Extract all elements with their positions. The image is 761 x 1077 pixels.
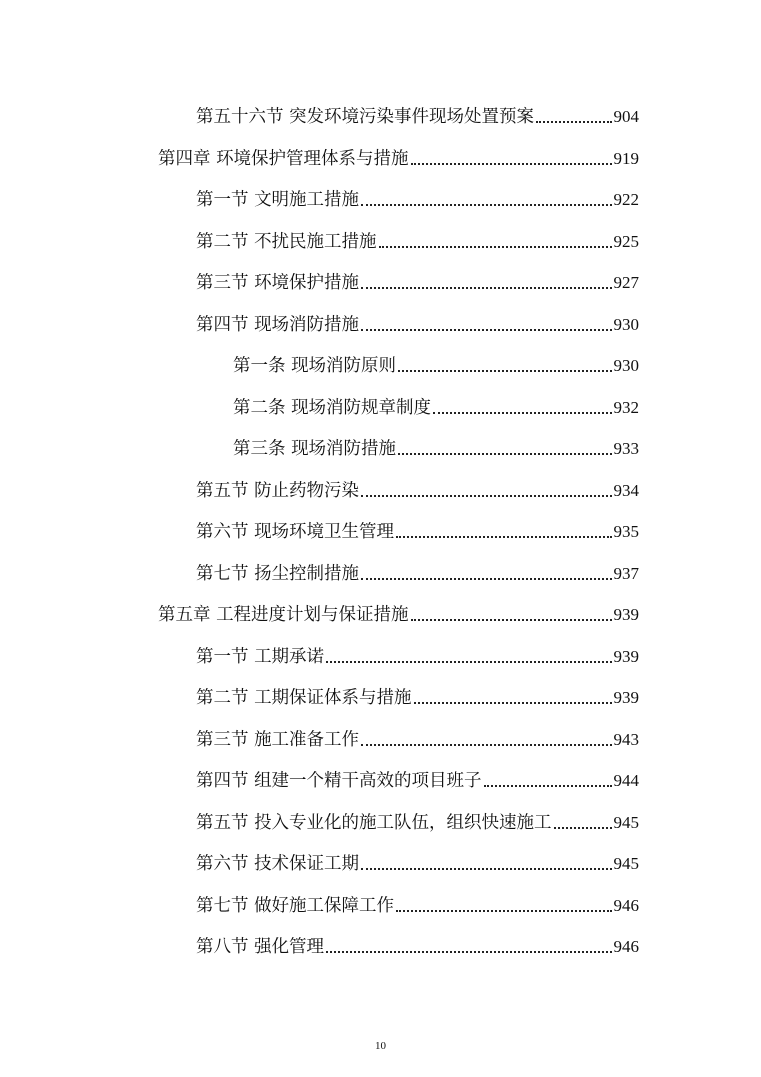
toc-entry-title: 第四章 环境保护管理体系与措施 xyxy=(158,148,409,169)
toc-dot-leader xyxy=(396,910,611,912)
toc-entry-page: 937 xyxy=(613,563,639,583)
toc-entry-title: 第五节 投入专业化的施工队伍，组织快速施工 xyxy=(196,812,552,833)
toc-entry-title: 第五章 工程进度计划与保证措施 xyxy=(158,605,409,625)
toc-entry-title: 第二节 工期保证体系与措施 xyxy=(196,688,412,708)
toc-entry-title: 第六节 现场环境卫生管理 xyxy=(196,522,395,542)
toc-entry[interactable] xyxy=(196,503,639,543)
toc-entry-page: 939 xyxy=(613,646,639,666)
toc-entry-page: 944 xyxy=(613,771,639,790)
toc-dot-leader xyxy=(361,578,611,580)
page-number: 10 xyxy=(375,1040,386,1052)
toc-entry[interactable] xyxy=(196,213,639,253)
toc-entry-title: 第二节 不扰民施工措施 xyxy=(196,231,377,252)
toc-dot-leader xyxy=(411,163,612,165)
toc-dot-leader xyxy=(379,246,612,248)
toc-entry-title: 第五十六节 突发环境污染事件现场处置预案 xyxy=(196,107,535,127)
toc-entry[interactable] xyxy=(233,420,639,460)
toc-entry[interactable] xyxy=(196,918,639,958)
toc-entry-page: 935 xyxy=(613,522,639,541)
toc-entry-page: 930 xyxy=(613,356,639,375)
toc-dot-leader xyxy=(536,121,611,123)
toc-entry-page: 930 xyxy=(613,314,639,334)
toc-entry-page: 922 xyxy=(613,190,639,209)
toc-entry-title: 第六节 技术保证工期 xyxy=(196,854,360,874)
toc-entry[interactable] xyxy=(196,794,639,834)
toc-entry-title: 第二条 现场消防规章制度 xyxy=(233,397,432,418)
toc-entry-page: 933 xyxy=(613,439,639,458)
toc-dot-leader xyxy=(433,412,611,414)
toc-entry-page: 934 xyxy=(613,480,639,500)
toc-entry-page: 925 xyxy=(613,231,639,251)
toc-dot-leader xyxy=(554,827,612,829)
toc-dot-leader xyxy=(361,329,611,331)
toc-entry[interactable] xyxy=(196,752,639,792)
toc-entry-title: 第一条 现场消防原则 xyxy=(233,356,397,376)
toc-entry[interactable] xyxy=(196,88,639,128)
toc-entry-page: 939 xyxy=(613,605,639,624)
toc-entry[interactable] xyxy=(196,628,639,668)
toc-dot-leader xyxy=(361,495,611,497)
toc-entry-page: 946 xyxy=(613,937,639,956)
toc-entry-page: 932 xyxy=(613,397,639,417)
toc-dot-leader xyxy=(398,453,611,455)
toc-entry-title: 第七节 扬尘控制措施 xyxy=(196,563,360,584)
toc-entry[interactable] xyxy=(196,296,639,336)
toc-dot-leader xyxy=(396,536,611,538)
toc-entry-title: 第四节 组建一个精干高效的项目班子 xyxy=(196,771,482,791)
toc-entry-page: 943 xyxy=(613,729,639,749)
toc-entry-title: 第三条 现场消防措施 xyxy=(233,439,397,459)
toc-entry[interactable] xyxy=(196,669,639,709)
toc-dot-leader xyxy=(361,204,611,206)
toc-dot-leader xyxy=(361,744,611,746)
toc-entry[interactable] xyxy=(233,379,639,419)
toc-entry-title: 第三节 施工准备工作 xyxy=(196,729,360,750)
toc-entry[interactable] xyxy=(196,171,639,211)
toc-entry-title: 第四节 现场消防措施 xyxy=(196,314,360,335)
toc-dot-leader xyxy=(484,785,612,787)
toc-dot-leader xyxy=(361,287,611,289)
toc-entry-title: 第一节 工期承诺 xyxy=(196,646,325,667)
toc-entry[interactable] xyxy=(233,337,639,377)
toc-dot-leader xyxy=(326,661,611,663)
toc-entry-page: 904 xyxy=(613,107,639,126)
toc-entry[interactable] xyxy=(196,545,639,585)
toc-entry[interactable] xyxy=(158,130,639,170)
toc-entry[interactable] xyxy=(196,835,639,875)
toc-entry-page: 919 xyxy=(613,148,639,168)
toc-dot-leader xyxy=(326,951,611,953)
toc-dot-leader xyxy=(361,868,611,870)
toc-entry-page: 946 xyxy=(613,895,639,915)
toc-entry[interactable] xyxy=(196,462,639,502)
toc-entry[interactable] xyxy=(196,254,639,294)
toc-entry-page: 945 xyxy=(613,854,639,873)
toc-entry-title: 第五节 防止药物污染 xyxy=(196,480,360,501)
toc-entry-page: 927 xyxy=(613,273,639,292)
toc-entry-title: 第八节 强化管理 xyxy=(196,937,325,957)
toc-entry-title: 第一节 文明施工措施 xyxy=(196,190,360,210)
toc-entry-title: 第七节 做好施工保障工作 xyxy=(196,895,395,916)
toc-entry[interactable] xyxy=(196,877,639,917)
toc-entry-page: 945 xyxy=(613,812,639,832)
toc-entry-page: 939 xyxy=(613,688,639,707)
toc-dot-leader xyxy=(411,619,612,621)
toc-entry[interactable] xyxy=(196,711,639,751)
toc-entry[interactable] xyxy=(158,586,639,626)
toc-dot-leader xyxy=(414,702,612,704)
toc-dot-leader xyxy=(398,370,611,372)
toc-entry-title: 第三节 环境保护措施 xyxy=(196,273,360,293)
